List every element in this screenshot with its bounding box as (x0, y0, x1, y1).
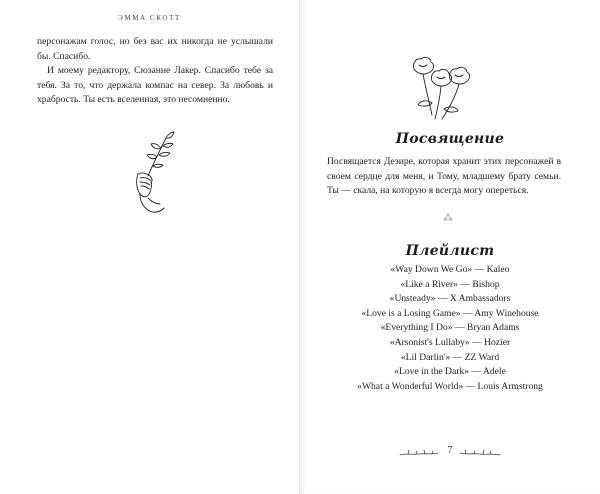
page-number: 7 (447, 445, 453, 456)
hand-holding-sprig-illustration (128, 130, 178, 216)
poppies-illustration (408, 55, 474, 123)
running-head: ЭММА СКОТТ (118, 14, 181, 22)
playlist-item: «Unsteady» — X Ambassadors (389, 293, 511, 305)
dedication-text (327, 155, 561, 199)
paragraph: Посвящается Дезире, которая хранит этих персонажей в своем сердце для меня, и Тому, младшему брату семьи. Ты — скала, на которую я всегда могу опереться. (327, 156, 561, 196)
playlist-item: «Love in the Dark» — Adele (394, 366, 506, 378)
folio-ornament-right (458, 446, 502, 460)
playlist-item: «What a Wonderful World» — Louis Armstrong (357, 380, 543, 392)
playlist-title: Плейлист (405, 243, 495, 259)
playlist-item: «Like a River» — Bishop (400, 278, 500, 290)
dedication-title: Посвящение (395, 131, 505, 147)
playlist-item: «Way Down We Go» — Kaleo (390, 264, 510, 275)
section-separator: ⁂ (443, 213, 457, 224)
playlist-item: «Arsonist's Lullaby» — Hozier (389, 336, 511, 348)
playlist (300, 263, 600, 394)
playlist-item: «Lil Darlin'» — ZZ Ward (400, 351, 500, 363)
playlist-item: «Love is a Losing Game» — Amy Winehouse (361, 307, 539, 319)
paragraph: персонажам голос, но без вас их никогда не услышали бы. Спасибо. (37, 36, 273, 62)
paragraph: И моему редактору, Сюзанне Лакер. Спасибо тебе за тебя. За то, что держала компас на север. За любовь и храбрость. Ты есть вселенная, это несомненно. (37, 65, 273, 105)
playlist-item: «Everything I Do» — Bryan Adams (380, 322, 520, 334)
acknowledgements-text (37, 35, 273, 108)
